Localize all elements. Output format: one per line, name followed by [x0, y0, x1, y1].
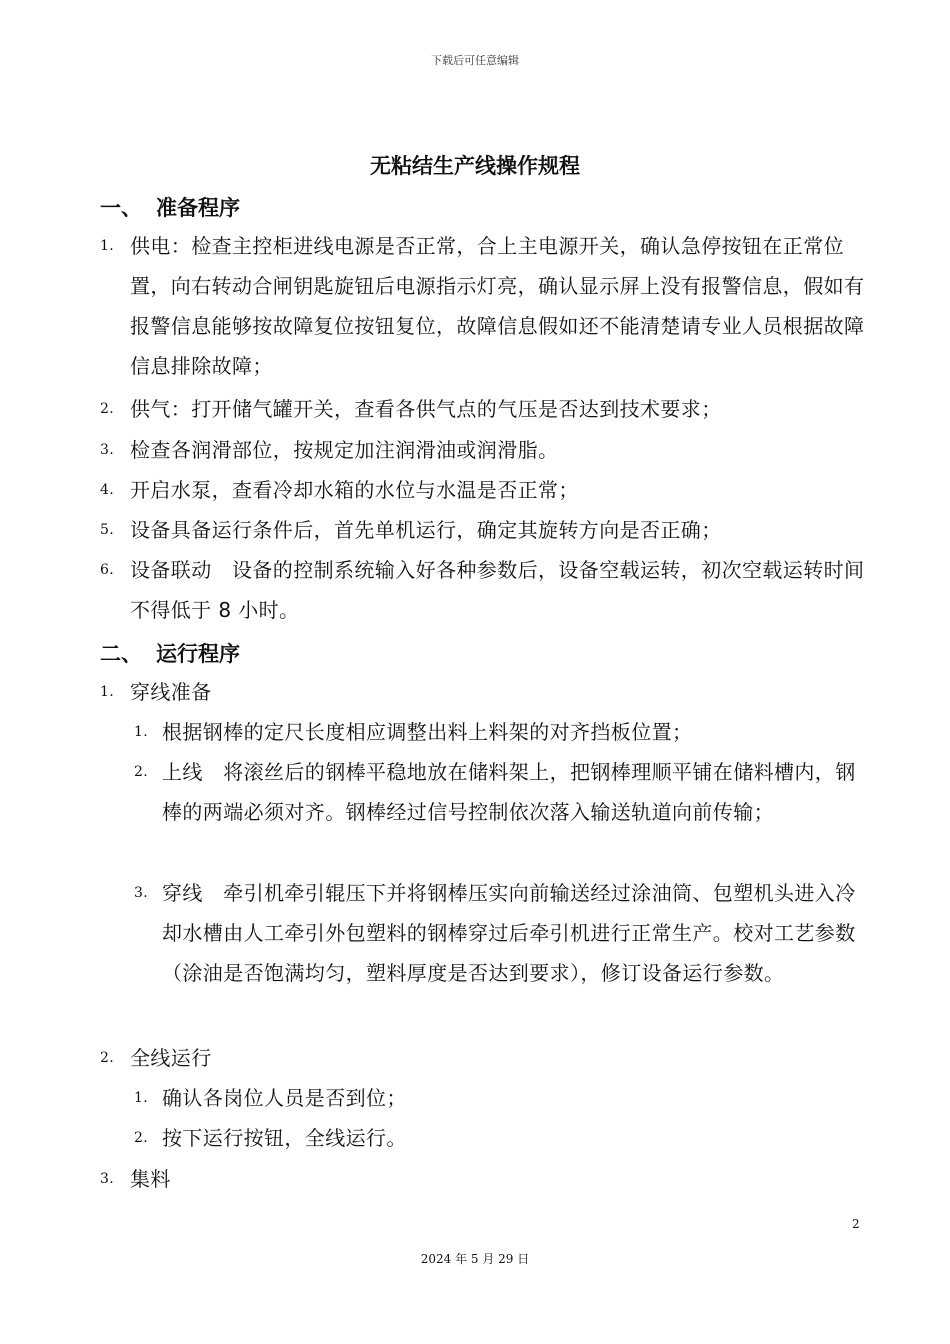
item-number: 6.	[100, 562, 115, 578]
item-text: 穿线准备	[130, 680, 212, 704]
item-text: 供气：打开储气罐开关，查看各供气点的气压是否达到技术要求；	[130, 397, 722, 421]
item-number: 2.	[100, 401, 115, 417]
document-title: 无粘结生产线操作规程	[370, 154, 580, 178]
item-number: 1.	[100, 684, 115, 700]
section-heading-operation	[100, 638, 240, 668]
item-number: 3.	[100, 442, 115, 458]
item-text: 开启水泵，查看冷却水箱的水位与水温是否正常；	[130, 478, 579, 502]
list-item	[100, 226, 865, 386]
item-text: 供电：检查主控柜进线电源是否正常，合上主电源开关，确认急停按钮在正常位置，向右转动合闸钥匙旋钮后电源指示灯亮，确认显示屏上没有报警信息，假如有报警信息能够按故障复位按钮复位，故障信息假如还不能清楚请专业人员根据故障信息排除故障；	[130, 234, 865, 378]
item-text: 检查各润滑部位，按规定加注润滑油或润滑脂。	[130, 438, 559, 462]
section-number: 二、	[100, 642, 142, 666]
item-number: 2.	[134, 764, 149, 780]
item-number: 2.	[134, 1130, 149, 1146]
list-item	[100, 389, 865, 429]
section-label: 准备程序	[156, 196, 240, 220]
list-item	[100, 470, 865, 510]
page-number: 2	[852, 1217, 860, 1231]
item-text: 设备具备运行条件后，首先单机运行，确定其旋转方向是否正确；	[130, 518, 722, 542]
sub-list-item	[134, 1118, 865, 1158]
item-number: 1.	[134, 724, 149, 740]
item-number: 1.	[134, 1090, 149, 1106]
item-number: 4.	[100, 482, 115, 498]
list-item	[100, 430, 865, 470]
list-item	[100, 510, 865, 550]
sub-list-item	[134, 712, 865, 752]
list-item	[100, 1038, 865, 1078]
item-number: 2.	[100, 1050, 115, 1066]
item-text: 按下运行按钮，全线运行。	[162, 1126, 407, 1150]
item-text: 上线 将滚丝后的钢棒平稳地放在储料架上，把钢棒理顺平铺在储料槽内，钢棒的两端必须对齐。钢棒经过信号控制依次落入输送轨道向前传输；	[162, 760, 856, 824]
section-heading-preparation	[100, 192, 240, 222]
item-text: 确认各岗位人员是否到位；	[162, 1086, 407, 1110]
sub-list-item	[134, 752, 865, 832]
page-header: 下载后可任意编辑	[431, 54, 519, 67]
list-item	[100, 1159, 865, 1199]
item-number: 3.	[100, 1171, 115, 1187]
item-text: 根据钢棒的定尺长度相应调整出料上料架的对齐挡板位置；	[162, 720, 693, 744]
item-number: 3.	[134, 885, 149, 901]
item-text: 全线运行	[130, 1046, 212, 1070]
sub-list-item	[134, 1078, 865, 1118]
page-footer-date: 2024 年 5 月 29 日	[420, 1252, 530, 1266]
section-number: 一、	[100, 196, 142, 220]
list-item	[100, 672, 865, 712]
list-item	[100, 550, 865, 630]
item-text: 设备联动 设备的控制系统输入好各种参数后，设备空载运转，初次空载运转时间不得低于 8 小时。	[130, 558, 865, 622]
item-text: 穿线 牵引机牵引辊压下并将钢棒压实向前输送经过涂油筒、包塑机头进入冷却水槽由人工牵引外包塑料的钢棒穿过后牵引机进行正常生产。校对工艺参数（涂油是否饱满均匀，塑料厚度是否达到要求），修订设备运行参数。	[162, 881, 856, 985]
item-number: 1.	[100, 238, 115, 254]
sub-list-item	[134, 873, 865, 993]
section-label: 运行程序	[156, 642, 240, 666]
item-text: 集料	[130, 1167, 171, 1191]
item-number: 5.	[100, 522, 115, 538]
